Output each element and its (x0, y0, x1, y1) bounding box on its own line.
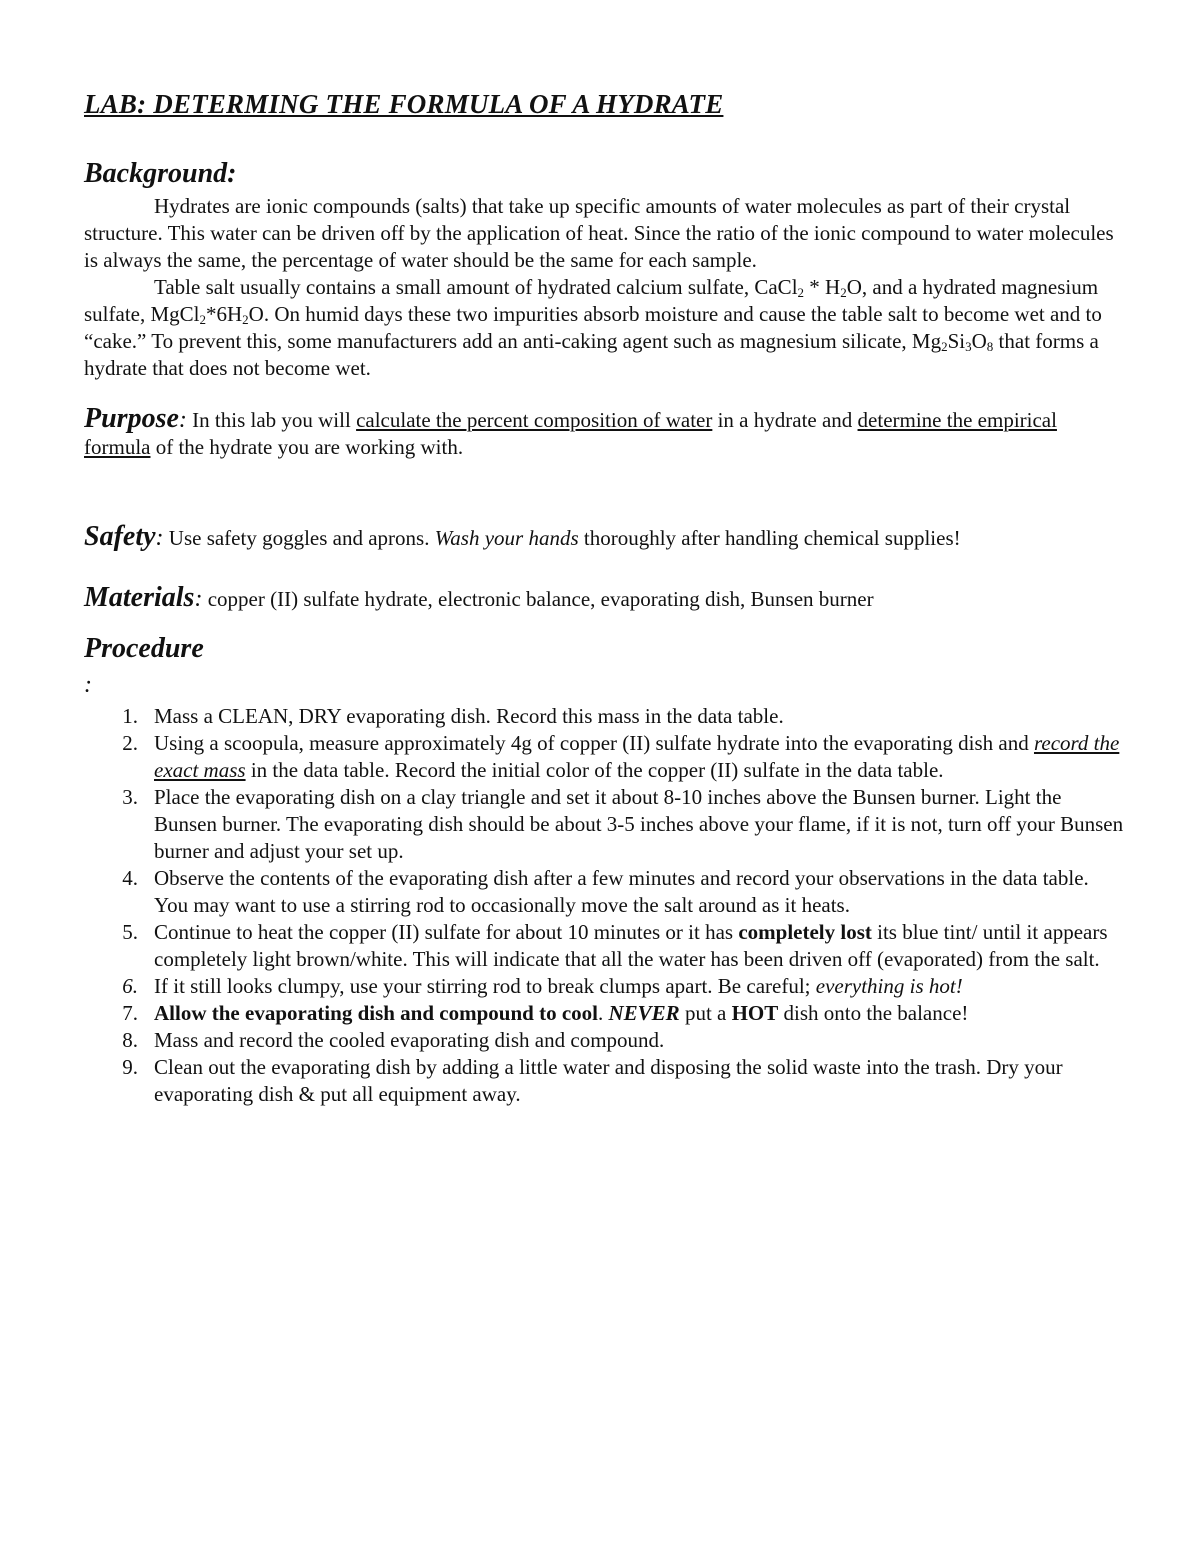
safety-heading: Safety (84, 521, 156, 552)
procedure-step (84, 1054, 1124, 1108)
subscript: 8 (986, 339, 994, 354)
purpose-underlined-1: calculate the percent composition of water (356, 408, 713, 432)
background-paragraph-2 (84, 274, 1124, 382)
step-emphasis: everything is hot! (815, 974, 963, 998)
safety-text: thoroughly after handling chemical supplies! (578, 526, 961, 550)
step-text: in the data table. Record the initial color of the copper (II) sulfate in the data table. (245, 758, 944, 782)
procedure-step (84, 730, 1124, 784)
step-text: Observe the contents of the evaporating dish after a few minutes and record your observations in the data table. You may want to use a stirring rod to occasionally move the salt around as it heats. (154, 866, 1089, 917)
purpose-colon: : (178, 407, 187, 433)
step-number: 5. (122, 920, 138, 944)
subscript: 3 (965, 339, 972, 354)
bg-text: O. On humid days these two impurities absorb moisture and cause the table salt to become wet and to “cake.” To prevent this, some manufacturers add an anti-caking agent such as magnesium silicate, Mg (84, 302, 1102, 353)
step-text: Clean out the evaporating dish by adding a little water and disposing the solid waste into the trash. Dry your evaporating dish & put all equipment away. (154, 1055, 1063, 1106)
step-emphasis: completely lost (738, 920, 872, 944)
procedure-step (84, 784, 1124, 865)
step-number: 8. (122, 1028, 138, 1052)
bg-text: Si (947, 329, 966, 353)
procedure-colon: : (84, 672, 92, 698)
procedure-step (84, 865, 1124, 919)
step-text: . (597, 1001, 609, 1025)
step-number: 2. (122, 731, 138, 755)
procedure-step (84, 1027, 1124, 1054)
purpose-section (84, 405, 1124, 461)
materials-colon: : (194, 586, 203, 612)
subscript: 2 (840, 285, 847, 300)
procedure-step (84, 1000, 1124, 1027)
document-page (84, 82, 1124, 1108)
step-text: Mass and record the cooled evaporating dish and compound. (154, 1028, 665, 1052)
procedure-step (84, 973, 1124, 1000)
step-number: 1. (122, 704, 138, 728)
background-heading: Background: (84, 158, 237, 189)
bg-text: *6H (206, 302, 243, 326)
step-text: If it still looks clumpy, use your stirring rod to break clumps apart. Be careful; (154, 974, 816, 998)
procedure-heading-line (84, 631, 1124, 703)
procedure-step (84, 703, 1124, 730)
purpose-heading: Purpose (84, 403, 179, 434)
procedure-step (84, 919, 1124, 973)
materials-text: copper (II) sulfate hydrate, electronic balance, evaporating dish, Bunsen burner (202, 587, 874, 611)
subscript: 2 (941, 339, 948, 354)
bg-text: * H (804, 275, 841, 299)
bg-text: that forms a hydrate that does not become wet. (84, 329, 1099, 380)
safety-colon: : (155, 525, 164, 551)
purpose-text: of the hydrate you are working with. (150, 435, 464, 459)
bg-text: O, and a hydrated magnesium sulfate, MgCl (84, 275, 1099, 326)
purpose-underlined-2: determine the empirical formula (84, 408, 1057, 459)
step-text: its blue tint/ until it appears completely light brown/white. This will indicate that all the water has been driven off (evaporated) from the salt. (154, 920, 1108, 971)
purpose-text: in a hydrate and (712, 408, 858, 432)
page-title: LAB: DETERMING THE FORMULA OF A HYDRATE (84, 89, 724, 119)
step-number: 6. (122, 974, 138, 998)
materials-section (84, 584, 1124, 613)
step-emphasis: record the exact mass (154, 731, 1120, 782)
procedure-heading: Procedure (84, 633, 204, 664)
subscript: 2 (797, 285, 805, 300)
step-number: 7. (122, 1001, 138, 1025)
safety-section (84, 523, 1124, 552)
materials-heading: Materials (84, 582, 195, 613)
subscript: 2 (242, 312, 249, 327)
step-text: dish onto the balance! (778, 1001, 969, 1025)
safety-text: Use safety goggles and aprons. (163, 526, 435, 550)
purpose-text: In this lab you will (186, 408, 357, 432)
step-text: Mass a CLEAN, DRY evaporating dish. Record this mass in the data table. (154, 704, 784, 728)
background-section (84, 155, 1124, 382)
step-text: Continue to heat the copper (II) sulfate for about 10 minutes or it has (154, 920, 739, 944)
step-number: 4. (122, 866, 138, 890)
procedure-list (84, 703, 1124, 1108)
background-paragraph-1: Hydrates are ionic compounds (salts) that take up specific amounts of water molecules as part of their crystal structure. This water can be driven off by the application of heat. Since the ratio of the ionic compound to water molecules is always the same, the percentage of water should be the same for each sample. (84, 194, 1114, 272)
bg-text: Table salt usually contains a small amount of hydrated calcium sulfate, CaCl (154, 275, 798, 299)
bg-text: O (971, 329, 987, 353)
step-text: Using a scoopula, measure approximately 4g of copper (II) sulfate hydrate into the evaporating dish and (154, 731, 1034, 755)
subscript: 2 (199, 312, 206, 327)
step-number: 9. (122, 1055, 138, 1079)
step-emphasis: Allow the evaporating dish and compound to cool (154, 1001, 598, 1025)
safety-italic: Wash your hands (434, 526, 579, 550)
step-number: 3. (122, 785, 138, 809)
procedure-section (84, 631, 1124, 1108)
step-emphasis: HOT (731, 1001, 779, 1025)
step-text: put a (679, 1001, 732, 1025)
step-text: Place the evaporating dish on a clay triangle and set it about 8-10 inches above the Bunsen burner. Light the Bunsen burner. The evaporating dish should be about 3-5 inches above your flame, if it is not, turn off your Bunsen burner and adjust your set up. (154, 785, 1124, 863)
step-emphasis: NEVER (608, 1001, 680, 1025)
